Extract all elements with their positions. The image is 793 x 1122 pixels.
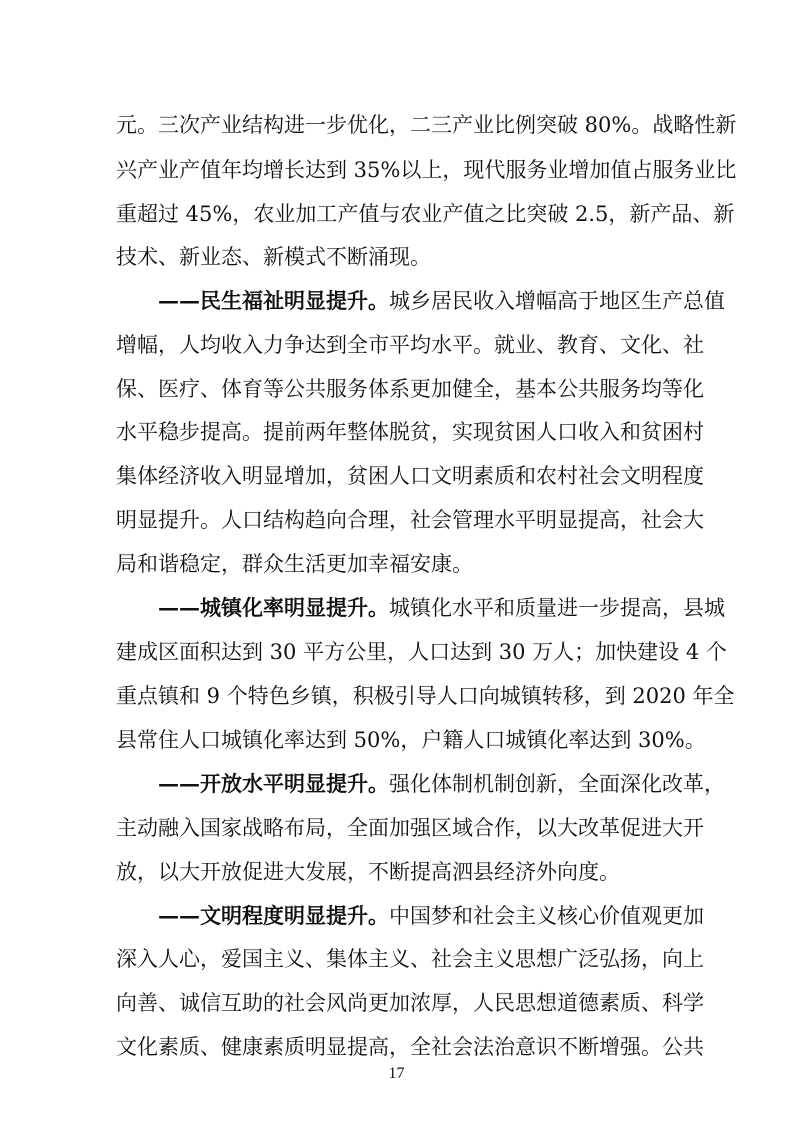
body-text-line: 局和谐稳定，群众生活更加幸福安康。: [116, 552, 473, 576]
body-text-line: 兴产业产值年均增长达到 35%以上，现代服务业增加值占服务业比: [116, 158, 737, 182]
body-text-line: 建成区面积达到 30 平方公里，人口达到 30 万人；加快建设 4 个: [116, 640, 727, 664]
section-heading: ——城镇化率明显提升。: [158, 595, 389, 620]
body-text-line: 文化素质、健康素质明显提高，全社会法治意识不断增强。公共: [116, 1035, 704, 1059]
body-text-line: 县常住人口城镇化率达到 50%，户籍人口城镇化率达到 30%。: [116, 728, 706, 752]
body-text-line: 集体经济收入明显增加，贫困人口文明素质和农村社会文明程度: [116, 464, 704, 488]
section-heading: ——民生福祉明显提升。: [158, 288, 389, 313]
body-text-line: 重点镇和 9 个特色乡镇，积极引导人口向城镇转移，到 2020 年全: [116, 684, 735, 708]
body-text-line: 主动融入国家战略布局，全面加强区域合作，以大改革促进大开: [116, 816, 704, 840]
body-text-line: 水平稳步提高。提前两年整体脱贫，实现贫困人口收入和贫困村: [116, 420, 704, 444]
section-heading-line: ——开放水平明显提升。强化体制机制创新，全面深化改革，: [158, 771, 725, 796]
section-heading-line: ——城镇化率明显提升。城镇化水平和质量进一步提高，县城: [158, 595, 725, 620]
body-text-line: 增幅，人均收入力争达到全市平均水平。就业、教育、文化、社: [116, 333, 704, 357]
body-text-line: 深入人心，爱国主义、集体主义、社会主义思想广泛弘扬，向上: [116, 947, 704, 971]
body-text-line: 放，以大开放促进大发展，不断提高泗县经济外向度。: [116, 860, 620, 884]
body-text-line: 明显提升。人口结构趋向合理，社会管理水平明显提高，社会大: [116, 508, 704, 532]
body-text-line: 技术、新业态、新模式不断涌现。: [116, 245, 431, 269]
body-text-line: 向善、诚信互助的社会风尚更加浓厚，人民思想道德素质、科学: [116, 991, 704, 1015]
section-heading-line: ——民生福祉明显提升。城乡居民收入增幅高于地区生产总值: [158, 288, 725, 313]
body-text-line: 元。三次产业结构进一步优化，二三产业比例突破 80%。战略性新: [116, 113, 737, 137]
body-text-line: 保、医疗、体育等公共服务体系更加健全，基本公共服务均等化: [116, 377, 704, 401]
section-heading: ——开放水平明显提升。: [158, 771, 389, 796]
section-heading-line: ——文明程度明显提升。中国梦和社会主义核心价值观更加: [158, 903, 704, 928]
section-heading: ——文明程度明显提升。: [158, 903, 389, 928]
body-text-line: 重超过 45%，农业加工产值与农业产值之比突破 2.5，新产品、新: [116, 202, 735, 226]
page-number: 17: [388, 1065, 405, 1082]
